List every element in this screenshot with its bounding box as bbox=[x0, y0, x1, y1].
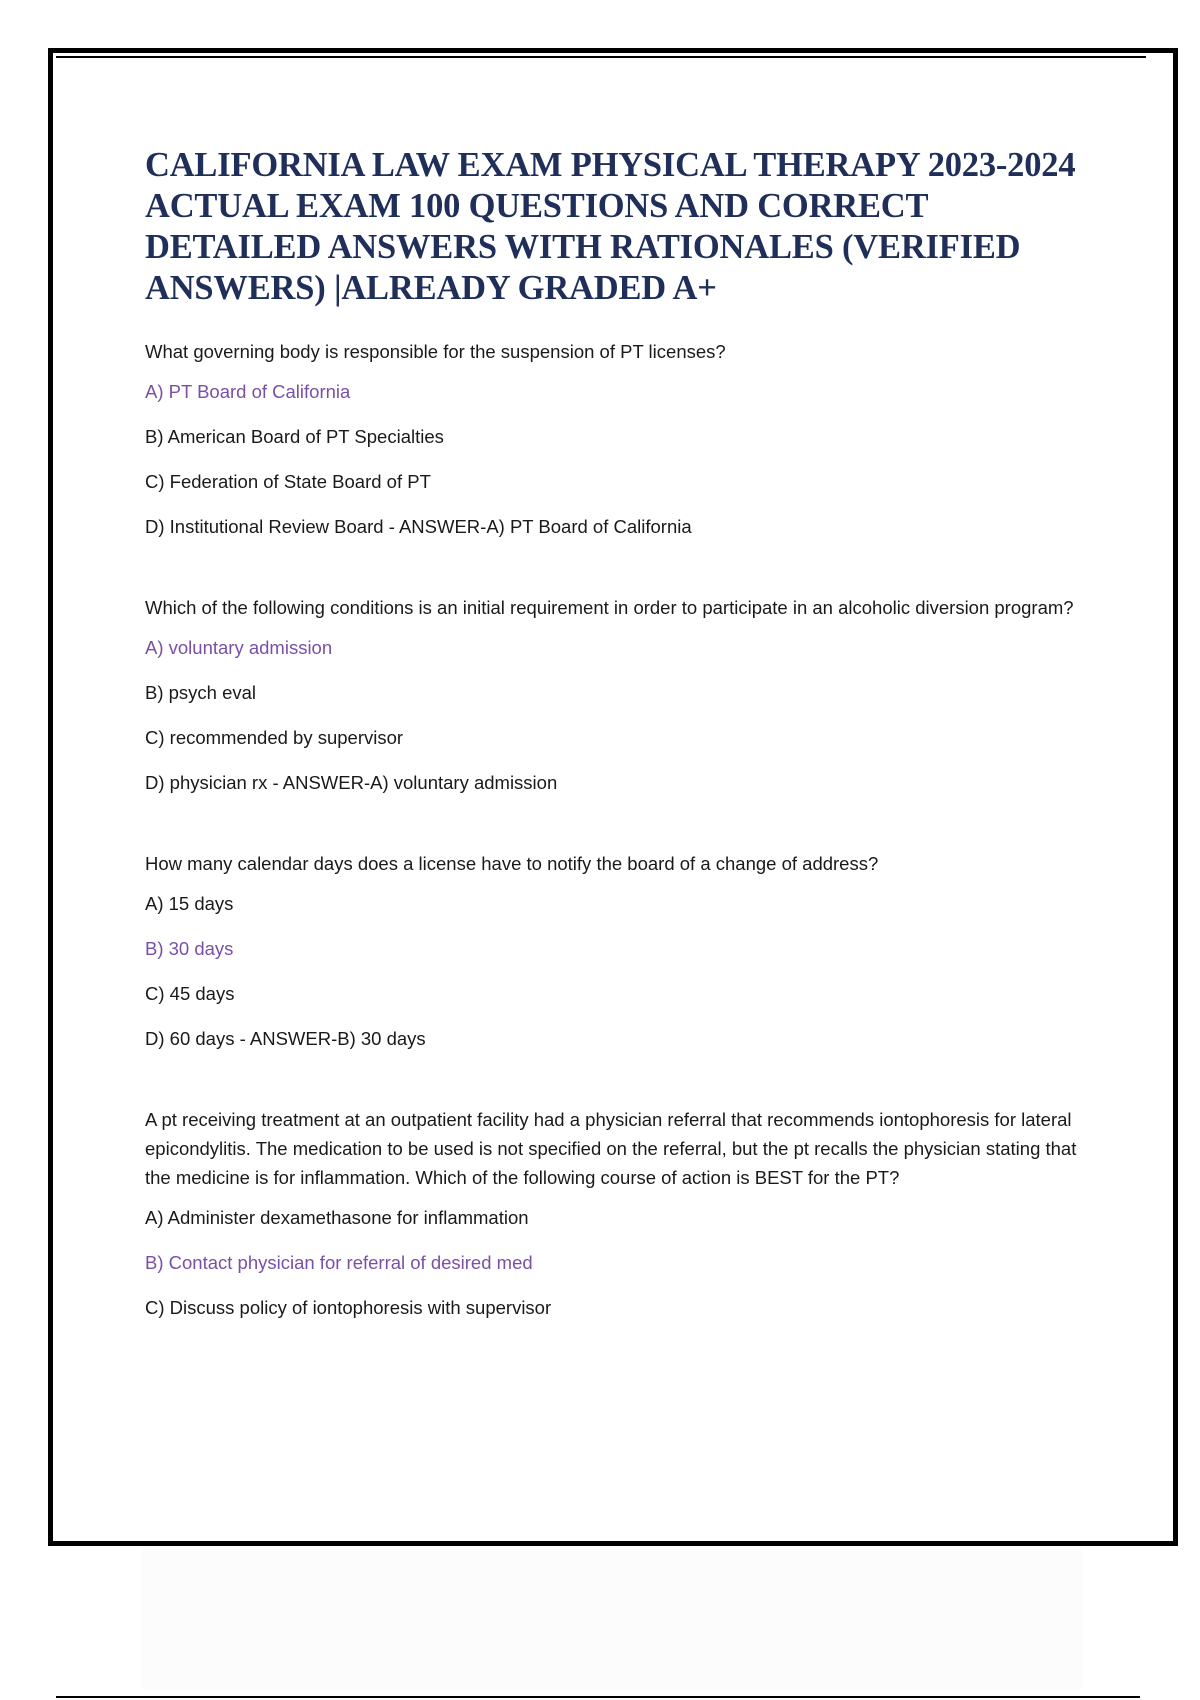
option-b: B) American Board of PT Specialties bbox=[145, 426, 444, 447]
option-a: A) Administer dexamethasone for inflammation bbox=[145, 1207, 529, 1228]
option-c: C) recommended by supervisor bbox=[145, 727, 404, 748]
question-block bbox=[145, 337, 1095, 539]
question-text: Which of the following conditions is an initial requirement in order to participate in an alcoholic diversion program? bbox=[145, 597, 1074, 618]
option-a: A) PT Board of California bbox=[145, 381, 351, 402]
question-block bbox=[145, 593, 1095, 795]
question-block bbox=[145, 849, 1095, 1051]
question-text: A pt receiving treatment at an outpatient facility had a physician referral that recommends iontophoresis for lateral epicondylitis. The medication to be used is not specified on the referral, but the pt recalls the physician stating that the medicine is for inflammation. Which of the following course of action is BEST for the PT? bbox=[145, 1109, 1077, 1188]
option-b: B) Contact physician for referral of desired med bbox=[145, 1252, 533, 1273]
option-b: B) psych eval bbox=[145, 682, 257, 703]
header-rule bbox=[56, 56, 1146, 58]
option-c: C) 45 days bbox=[145, 983, 235, 1004]
option-a: A) 15 days bbox=[145, 893, 234, 914]
question-text: What governing body is responsible for the suspension of PT licenses? bbox=[145, 341, 726, 362]
option-c: C) Federation of State Board of PT bbox=[145, 471, 431, 492]
option-d-with-answer: D) Institutional Review Board - ANSWER-A) PT Board of California bbox=[145, 516, 692, 537]
question-text: How many calendar days does a license have to notify the board of a change of address? bbox=[145, 853, 879, 874]
option-c: C) Discuss policy of iontophoresis with supervisor bbox=[145, 1297, 552, 1318]
document-title: CALIFORNIA LAW EXAM PHYSICAL THERAPY 2023-2024 ACTUAL EXAM 100 QUESTIONS AND CORRECT DETAILED ANSWERS WITH RATIONALES (VERIFIED ANSWERS) |ALREADY GRADED A+ bbox=[145, 146, 1076, 307]
option-b: B) 30 days bbox=[145, 938, 234, 959]
option-d-with-answer: D) physician rx - ANSWER-A) voluntary admission bbox=[145, 772, 558, 793]
footer-rule bbox=[56, 1696, 1140, 1698]
option-a: A) voluntary admission bbox=[145, 637, 333, 658]
document-body bbox=[145, 145, 1095, 1374]
question-block bbox=[145, 1105, 1095, 1320]
option-d-with-answer: D) 60 days - ANSWER-B) 30 days bbox=[145, 1028, 426, 1049]
